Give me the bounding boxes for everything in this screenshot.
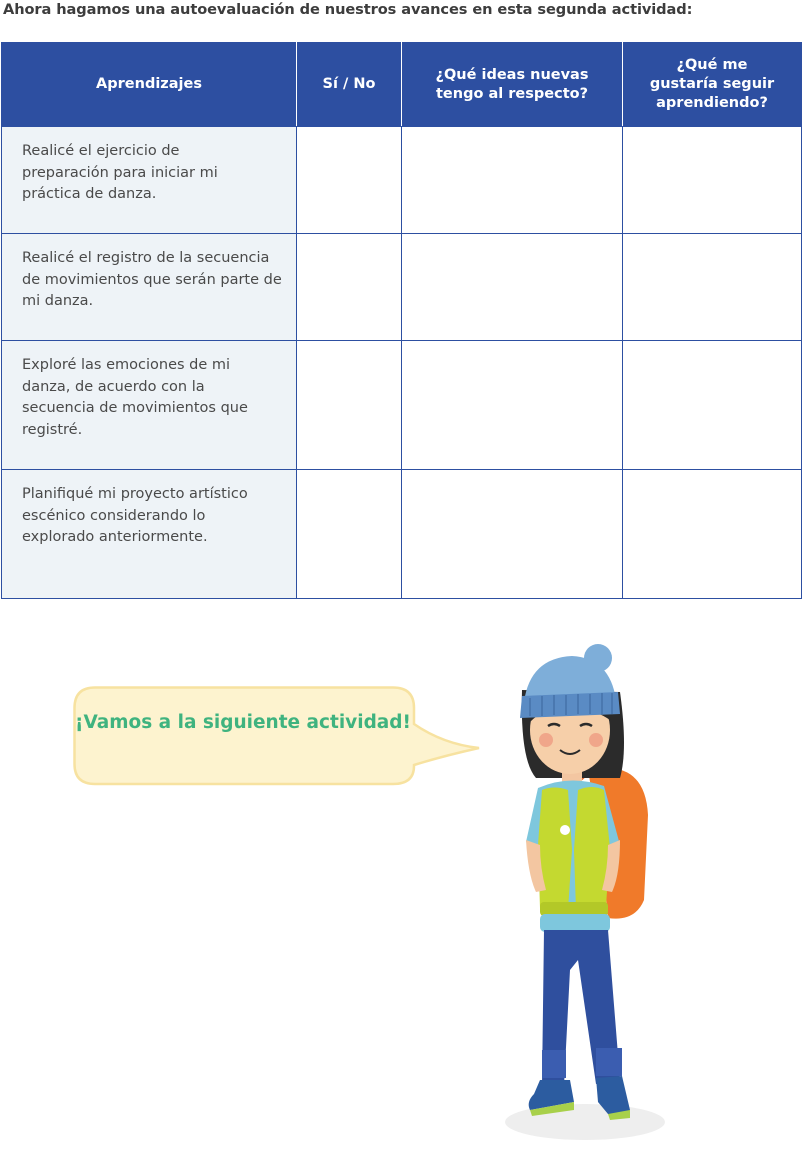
table-row — [2, 470, 802, 599]
table-row — [2, 341, 802, 470]
girl-illustration — [470, 640, 705, 1150]
intro-text: Ahora hagamos una autoevaluación de nuestros avances en esta segunda actividad: — [3, 1, 693, 18]
table-row — [2, 234, 802, 341]
answer-cell-si-no[interactable] — [297, 127, 402, 234]
speech-bubble — [73, 686, 481, 786]
answer-cell-ideas[interactable] — [402, 470, 623, 599]
table-row — [2, 127, 802, 234]
answer-cell-seguir[interactable] — [623, 341, 802, 470]
row-learning-text — [2, 341, 297, 470]
header-si-no: Sí / No — [297, 43, 402, 127]
girl-with-backpack-image — [470, 640, 705, 1150]
answer-cell-seguir[interactable] — [623, 234, 802, 341]
answer-cell-seguir[interactable] — [623, 127, 802, 234]
header-aprendizajes: Aprendizajes — [2, 43, 297, 127]
row-learning-label: Realicé el registro de la secuencia de movimientos que serán parte de mi danza. — [22, 250, 282, 309]
row-learning-text — [2, 234, 297, 341]
row-learning-label: Realicé el ejercicio de preparación para iniciar mi práctica de danza. — [22, 143, 218, 202]
header-seguir-aprendiendo: ¿Qué me gustaría seguir aprendiendo? — [623, 43, 802, 127]
row-learning-text — [2, 127, 297, 234]
speech-bubble-text: ¡Vamos a la siguiente actividad! — [75, 712, 411, 733]
answer-cell-ideas[interactable] — [402, 341, 623, 470]
table-header-row — [2, 43, 802, 127]
answer-cell-seguir[interactable] — [623, 470, 802, 599]
self-evaluation-table — [1, 42, 802, 599]
answer-cell-ideas[interactable] — [402, 234, 623, 341]
header-ideas-nuevas: ¿Qué ideas nuevas tengo al respecto? — [402, 43, 623, 127]
row-learning-text — [2, 470, 297, 599]
row-learning-label: Exploré las emociones de mi danza, de acuerdo con la secuencia de movimientos que registré. — [22, 357, 248, 438]
answer-cell-ideas[interactable] — [402, 127, 623, 234]
answer-cell-si-no[interactable] — [297, 234, 402, 341]
row-learning-label: Planifiqué mi proyecto artístico escénico considerando lo explorado anteriormente. — [22, 486, 248, 545]
answer-cell-si-no[interactable] — [297, 470, 402, 599]
answer-cell-si-no[interactable] — [297, 341, 402, 470]
